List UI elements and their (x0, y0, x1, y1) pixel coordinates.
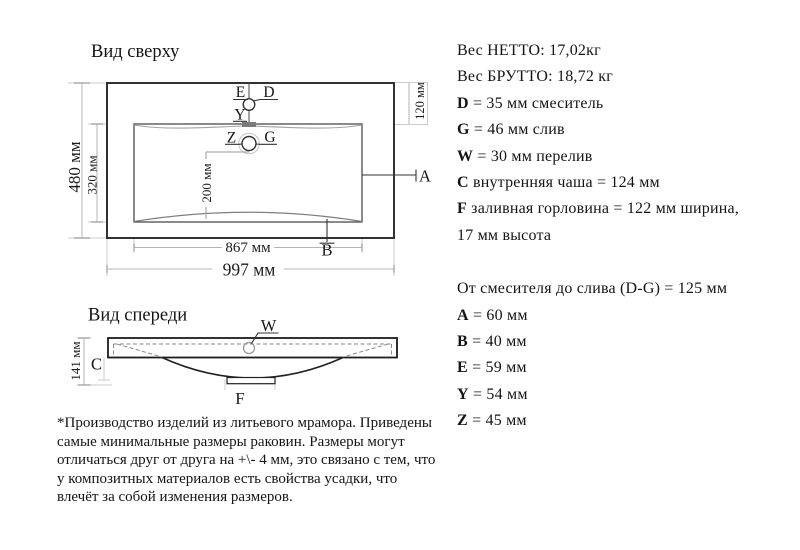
note-line: у композитных материалов есть свойства усадки, что (57, 470, 398, 487)
label-y: Y (234, 106, 246, 124)
dim-right-offset: 120 мм (413, 82, 427, 120)
spec-line: F заливная горловина = 122 мм ширина, (457, 200, 739, 218)
label-z: Z (226, 129, 237, 147)
front-extension-lines (80, 358, 275, 391)
dim-depth-center: 200 мм (199, 163, 214, 203)
spec-line: От смесителя до слива (D-G) = 125 мм (457, 280, 728, 298)
spec-line: G = 46 мм слив (457, 121, 565, 139)
note-line: *Производство изделий из литьевого мрамора. Приведены (57, 415, 432, 431)
label-c: C (90, 354, 103, 374)
note-line: влечёт за собой изменения размеров. (57, 489, 293, 506)
spec-line: Y = 54 мм (457, 385, 528, 403)
spec-block-gap (457, 249, 792, 276)
spec-line: W = 30 мм перелив (457, 147, 593, 165)
front-view (68, 306, 397, 409)
label-w: W (260, 316, 277, 335)
spec-line: E = 59 мм (457, 359, 527, 377)
production-note (57, 414, 467, 507)
dim-width-outer: 997 мм (222, 259, 276, 280)
spec-line: Z = 45 мм (457, 412, 527, 430)
spec-line: Вес НЕТТО: 17,02кг (457, 42, 601, 59)
spec-line: B = 40 мм (457, 333, 527, 351)
label-d: D (263, 84, 275, 101)
front-view-title: Вид спереди (88, 305, 188, 326)
label-g: G (264, 129, 276, 146)
spec-line: D = 35 мм смеситель (457, 94, 604, 112)
label-a: A (419, 166, 431, 186)
bowl-curve (162, 358, 343, 379)
spec-line: Вес БРУТТО: 18,72 кг (457, 68, 613, 86)
drain-fitting (227, 378, 275, 384)
spec-column (457, 38, 792, 435)
spec-line: 17 мм высота (457, 226, 552, 244)
dim-front-height: 141 мм (68, 341, 83, 381)
top-view (65, 42, 431, 280)
note-line: отличаться друг от друга на +\- 4 мм, это связано с тем, что (57, 452, 436, 469)
label-f: F (235, 389, 245, 408)
drain-hole (242, 137, 256, 151)
top-view-title: Вид сверху (91, 42, 180, 62)
dim-height-outer: 480 мм (65, 141, 84, 193)
label-b: B (321, 240, 333, 260)
spec-line: C внутренняя чаша = 124 мм (457, 174, 660, 192)
note-line: самые минимальные размеры раковин. Размеры могут (57, 433, 405, 450)
label-e: E (235, 84, 246, 101)
dim-height-inner: 320 мм (84, 155, 100, 195)
spec-line: A = 60 мм (457, 306, 528, 324)
dim-width-inner: 867 мм (225, 240, 271, 256)
